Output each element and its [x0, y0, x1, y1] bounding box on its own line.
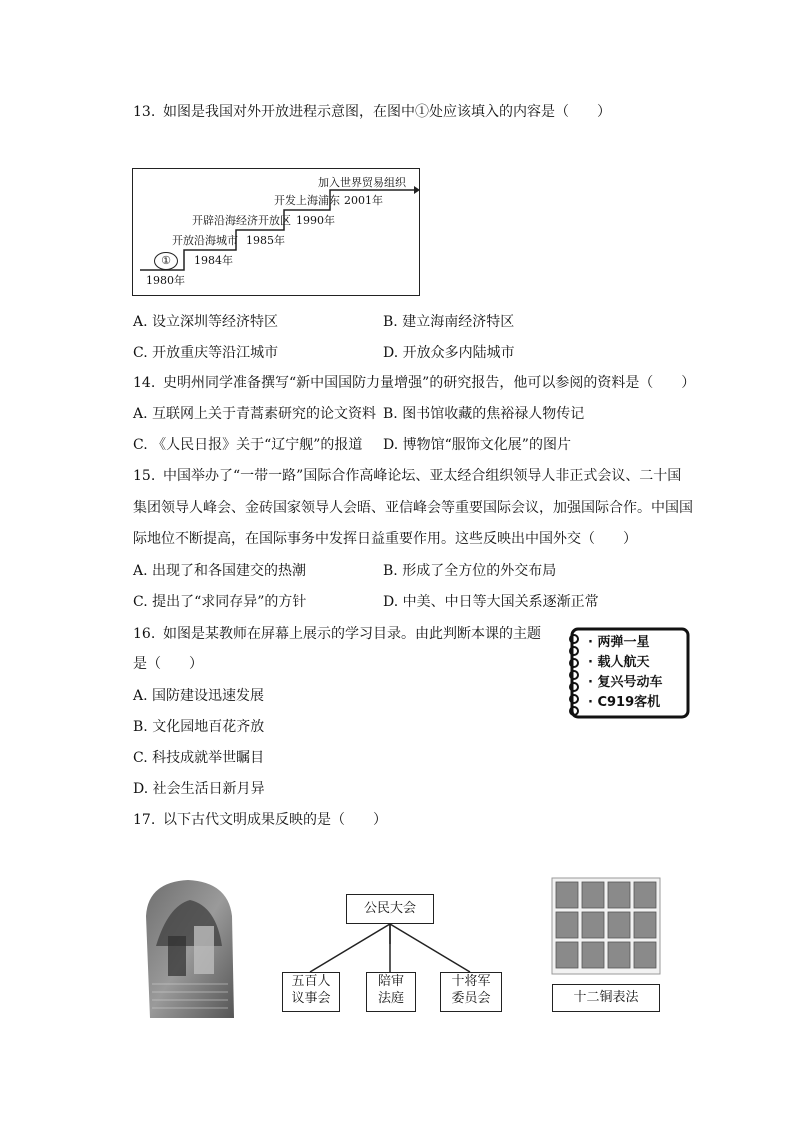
twelve-tables-caption: 十二铜表法 [552, 984, 660, 1012]
q15-option-d: D. 中美、中日等大国关系逐渐正常 [383, 594, 599, 610]
blank-marker-1: ① [154, 252, 178, 270]
q17-stem [133, 810, 387, 830]
step-label-wto: 加入世界贸易组织 [318, 176, 406, 189]
q16-option-a: A. 国防建设迅速发展 [133, 688, 265, 704]
bronze-tablets-grid [550, 876, 662, 976]
q16-option-d: D. 社会生活日新月异 [133, 781, 265, 797]
stele-drawing [138, 876, 238, 1018]
q13-option-a: A. 设立深圳等经济特区 [133, 314, 279, 330]
q15-stem-line1 [133, 466, 681, 486]
q16-number: 16. [133, 626, 156, 642]
notebook-item: · 复兴号动车 [588, 675, 663, 690]
q13-text: 如图是我国对外开放进程示意图，在图中①处应该填入的内容是（ ） [163, 104, 611, 120]
q13-option-c: C. 开放重庆等沿江城市 [133, 345, 279, 361]
q17-number: 17. [133, 812, 156, 828]
q16-stem-line2: 是（ ） [133, 656, 203, 672]
q13-number: 13. [133, 104, 156, 120]
year-1984: 1984年 [194, 254, 233, 267]
q15-option-c: C. 提出了“求同存异”的方针 [133, 594, 307, 610]
step-label-pudong: 开发上海浦东 [274, 194, 340, 207]
org-child-box: 五百人 议事会 [282, 972, 340, 1012]
twelve-tables-image [550, 876, 662, 1014]
q15-option-b: B. 形成了全方位的外交布局 [383, 563, 557, 579]
q14-stem [133, 373, 695, 393]
q16-option-b: B. 文化园地百花齐放 [133, 719, 265, 735]
notebook-item: · C919客机 [588, 695, 661, 710]
step-label-coastal-cities: 开放沿海城市 [172, 234, 238, 247]
q16-stem-line1 [133, 624, 541, 644]
year-1990: 1990年 [296, 214, 335, 227]
q13-option-d: D. 开放众多内陆城市 [383, 345, 515, 361]
q16-text-1: 如图是某教师在屏幕上展示的学习目录。由此判断本课的主题 [163, 626, 541, 642]
notebook-item: · 两弹一星 [588, 635, 650, 650]
q13-stem [133, 102, 611, 122]
org-child-box: 十将军 委员会 [440, 972, 502, 1012]
org-top-box: 公民大会 [346, 894, 434, 924]
q14-option-a: A. 互联网上关于青蒿素研究的论文资料 [133, 406, 377, 422]
q15-text-1: 中国举办了“一带一路”国际合作高峰论坛、亚太经合组织领导人非正式会议、二十国 [163, 468, 682, 484]
study-catalog-notebook [566, 627, 690, 719]
org-child-box: 陪审 法庭 [366, 972, 416, 1012]
year-1985: 1985年 [246, 234, 285, 247]
notebook-item: · 载人航天 [588, 655, 650, 670]
q15-number: 15. [133, 468, 156, 484]
q15-option-a: A. 出现了和各国建交的热潮 [133, 563, 307, 579]
q14-option-b: B. 图书馆收藏的焦裕禄人物传记 [383, 406, 585, 422]
year-1980: 1980年 [146, 274, 185, 287]
q13-option-b: B. 建立海南经济特区 [383, 314, 515, 330]
q15-stem-line2: 集团领导人峰会、金砖国家领导人会晤、亚信峰会等重要国际会议，加强国际合作。中国国 [133, 500, 693, 516]
q16-option-c: C. 科技成就举世瞩目 [133, 750, 265, 766]
q14-text: 史明州同学准备撰写“新中国国防力量增强”的研究报告，他可以参阅的资料是（ ） [163, 375, 696, 391]
year-2001: 2001年 [344, 194, 383, 207]
step-label-coastal-zone: 开辟沿海经济开放区 [192, 214, 291, 227]
q17-text: 以下古代文明成果反映的是（ ） [163, 812, 387, 828]
hammurabi-stele-image [138, 876, 238, 1018]
opening-up-staircase-figure [132, 168, 420, 296]
q14-option-c: C. 《人民日报》关于“辽宁舰”的报道 [133, 437, 363, 453]
athenian-democracy-org-chart [280, 890, 520, 1020]
q14-option-d: D. 博物馆“服饰文化展”的图片 [383, 437, 571, 453]
q14-number: 14. [133, 375, 156, 391]
q15-stem-line3: 际地位不断提高，在国际事务中发挥日益重要作用。这些反映出中国外交（ ） [133, 531, 637, 547]
